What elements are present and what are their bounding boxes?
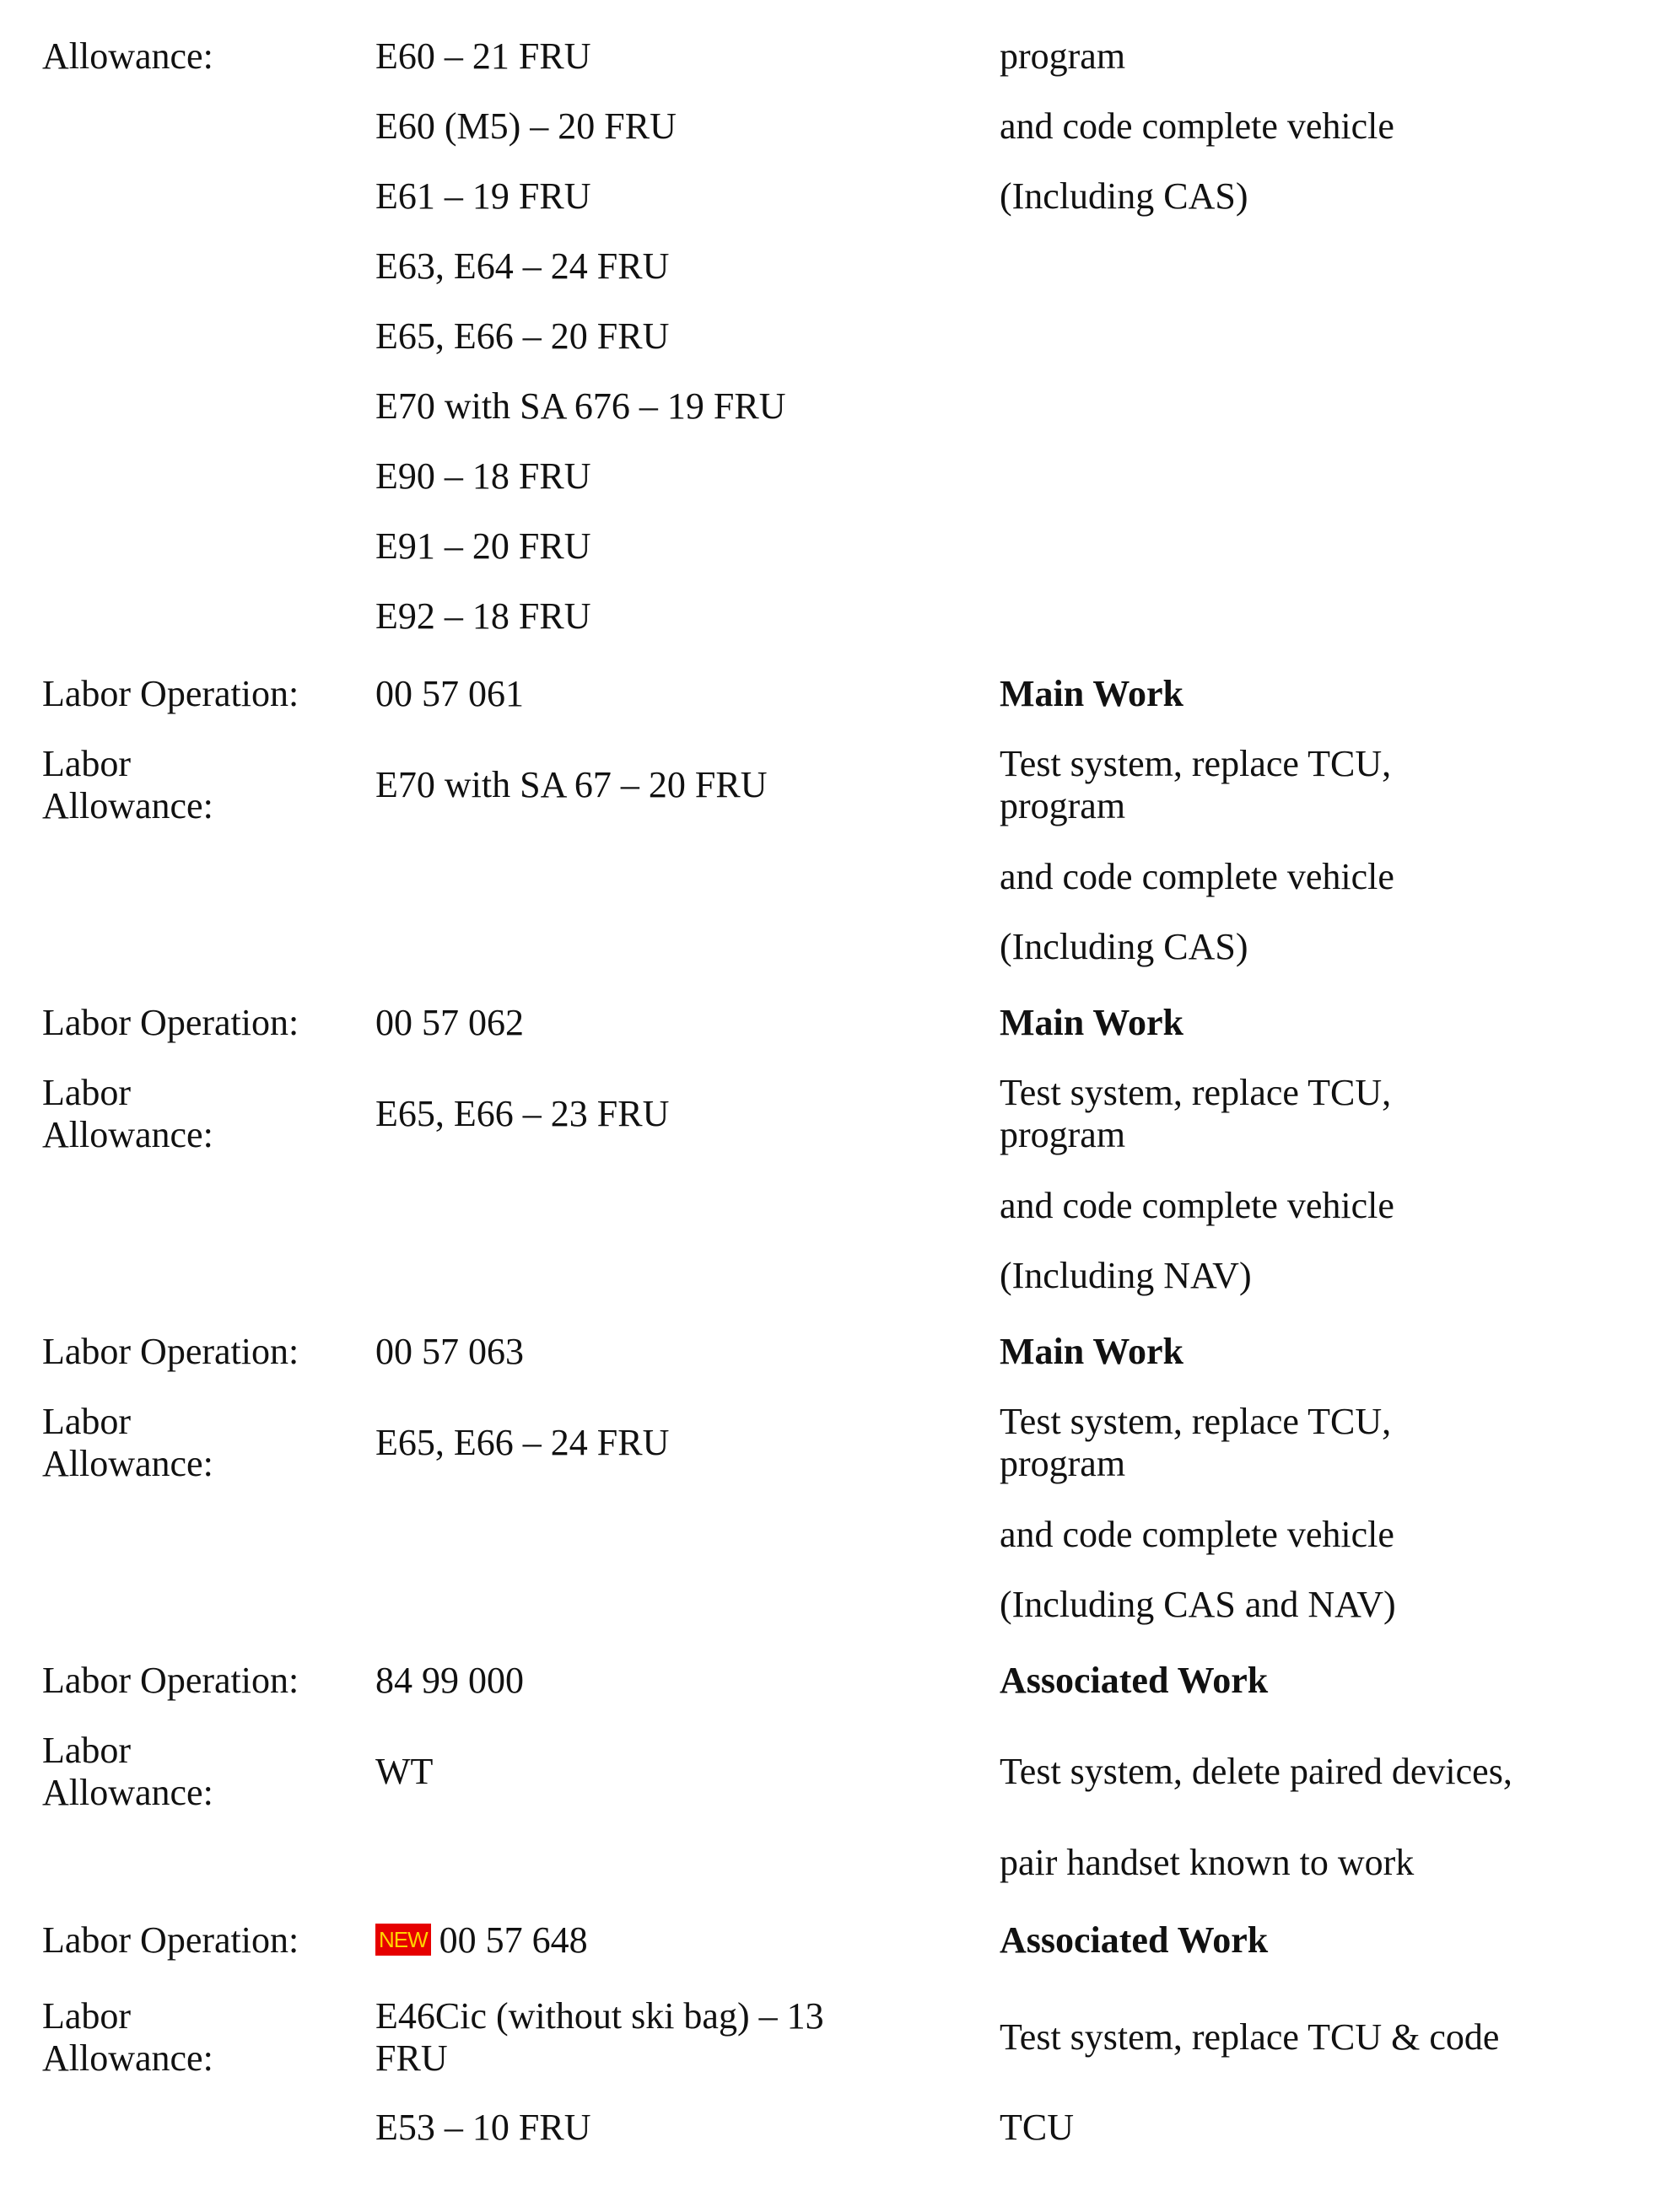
work-description: and code complete vehicle bbox=[1000, 1514, 1394, 1555]
labor-operation-label: Labor Operation: bbox=[42, 1660, 299, 1701]
work-description: Test system, replace TCU, bbox=[1000, 1072, 1392, 1113]
labor-operation-code: 00 57 061 bbox=[375, 673, 524, 714]
allowance-value: E46Cic (without ski bag) – 13 bbox=[375, 1995, 824, 2037]
allowance-value: E91 – 20 FRU bbox=[375, 525, 591, 567]
allowance-value: E65, E66 – 24 FRU bbox=[375, 1422, 670, 1463]
new-badge: NEW bbox=[375, 1924, 431, 1956]
labor-allowance-label: Labor bbox=[42, 1995, 132, 2037]
labor-allowance-label: Allowance: bbox=[42, 785, 213, 826]
work-description: and code complete vehicle bbox=[1000, 105, 1394, 147]
allowance-value: E90 – 18 FRU bbox=[375, 455, 591, 497]
allowance-value: E65, E66 – 23 FRU bbox=[375, 1093, 670, 1134]
labor-allowance-label: Allowance: bbox=[42, 1772, 213, 1813]
labor-operation-code-row bbox=[375, 1919, 588, 1962]
allowance-value: E60 (M5) – 20 FRU bbox=[375, 105, 677, 147]
labor-allowance-label: Labor bbox=[42, 1401, 132, 1442]
labor-operation-code: 00 57 062 bbox=[375, 1002, 524, 1043]
allowance-value: E70 with SA 676 – 19 FRU bbox=[375, 385, 786, 427]
allowance-value: E53 – 10 FRU bbox=[375, 2107, 591, 2148]
work-description: Test system, replace TCU, bbox=[1000, 743, 1392, 784]
allowance-value: E65, E66 – 20 FRU bbox=[375, 315, 670, 357]
labor-operation-label: Labor Operation: bbox=[42, 1002, 299, 1043]
allowance-value: E70 with SA 67 – 20 FRU bbox=[375, 764, 768, 805]
allowance-label: Allowance: bbox=[42, 35, 213, 77]
work-description: program bbox=[1000, 1443, 1126, 1484]
work-description: and code complete vehicle bbox=[1000, 856, 1394, 897]
labor-allowance-label: Allowance: bbox=[42, 1443, 213, 1484]
labor-allowance-label: Labor bbox=[42, 1072, 132, 1113]
work-type-heading: Associated Work bbox=[1000, 1660, 1269, 1701]
labor-allowance-label: Labor bbox=[42, 743, 132, 784]
labor-operation-label: Labor Operation: bbox=[42, 673, 299, 714]
work-description: Test system, replace TCU, bbox=[1000, 1401, 1392, 1442]
work-description: (Including CAS and NAV) bbox=[1000, 1584, 1396, 1625]
allowance-value: E92 – 18 FRU bbox=[375, 595, 591, 637]
labor-operation-label: Labor Operation: bbox=[42, 1331, 299, 1372]
work-type-heading: Main Work bbox=[1000, 1331, 1184, 1372]
allowance-value: WT bbox=[375, 1751, 434, 1792]
work-description: pair handset known to work bbox=[1000, 1842, 1415, 1883]
work-description: program bbox=[1000, 1114, 1126, 1155]
work-description: Test system, delete paired devices, bbox=[1000, 1751, 1512, 1792]
allowance-value: E61 – 19 FRU bbox=[375, 175, 591, 217]
allowance-value: E60 – 21 FRU bbox=[375, 35, 591, 77]
work-description: and code complete vehicle bbox=[1000, 1185, 1394, 1226]
labor-allowance-label: Allowance: bbox=[42, 2037, 213, 2079]
labor-operation-label: Labor Operation: bbox=[42, 1919, 299, 1961]
labor-operation-code: 00 57 648 bbox=[439, 1919, 588, 1961]
work-description: Test system, replace TCU & code bbox=[1000, 2016, 1500, 2058]
work-type-heading: Main Work bbox=[1000, 673, 1184, 714]
work-description: program bbox=[1000, 35, 1126, 77]
labor-operation-code: 00 57 063 bbox=[375, 1331, 524, 1372]
work-description: (Including CAS) bbox=[1000, 926, 1248, 967]
work-description: (Including NAV) bbox=[1000, 1255, 1252, 1296]
work-description: TCU bbox=[1000, 2107, 1074, 2148]
labor-allowance-label: Allowance: bbox=[42, 1114, 213, 1155]
work-type-heading: Associated Work bbox=[1000, 1919, 1269, 1961]
work-type-heading: Main Work bbox=[1000, 1002, 1184, 1043]
work-description: program bbox=[1000, 785, 1126, 826]
allowance-value: FRU bbox=[375, 2037, 448, 2079]
allowance-value: E63, E64 – 24 FRU bbox=[375, 245, 670, 287]
work-description: (Including CAS) bbox=[1000, 175, 1248, 217]
labor-allowance-label: Labor bbox=[42, 1730, 132, 1771]
labor-operation-code: 84 99 000 bbox=[375, 1660, 524, 1701]
